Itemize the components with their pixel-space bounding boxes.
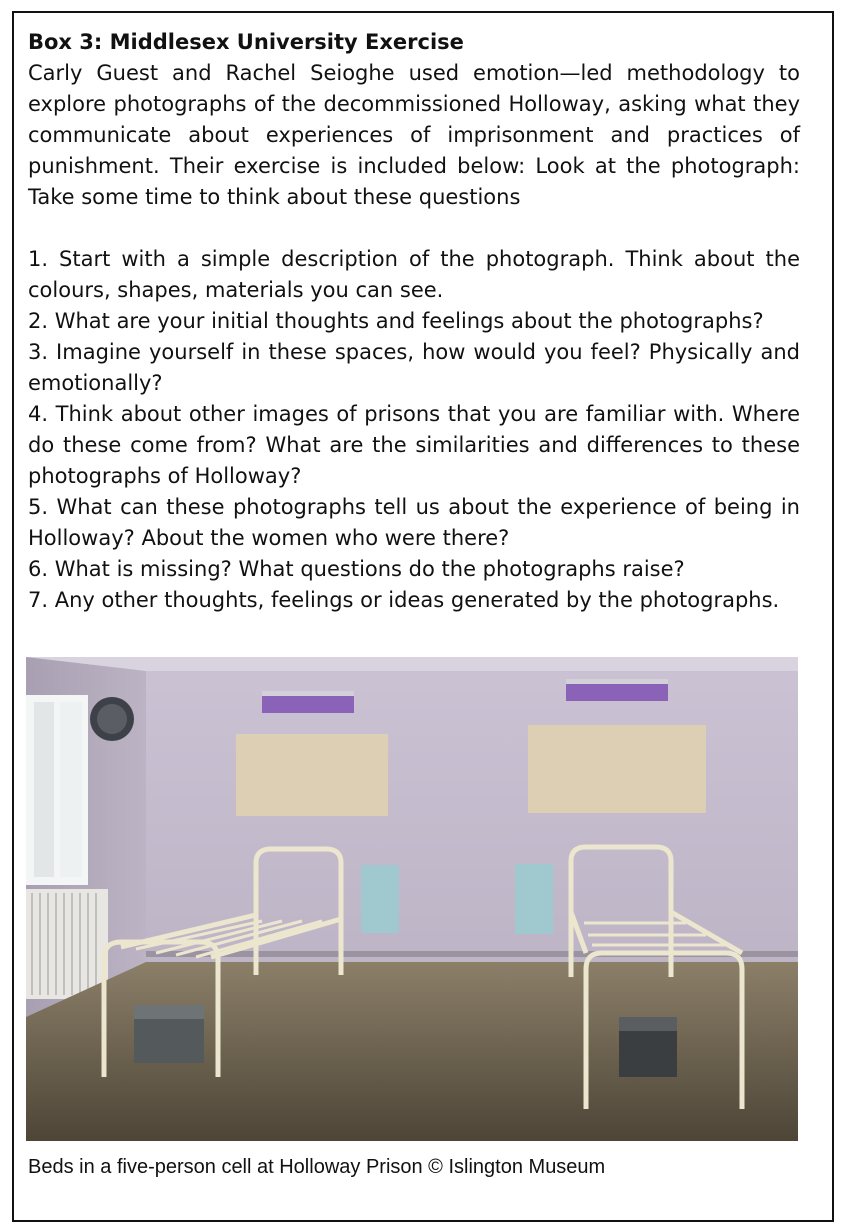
prison-cell-photo	[26, 657, 798, 1141]
question-5: 5. What can these photographs tell us about the experience of being in Holloway? About the women who were there?	[28, 495, 800, 550]
intro-paragraph: Carly Guest and Rachel Seioghe used emotion—led methodology to explore photographs of the decommissioned Holloway, asking what they communicate about experiences of imprisonment and practices of punishment. Their exercise is included below: Look at the photograph: Take some time to think about these questions	[28, 61, 800, 209]
question-2: 2. What are your initial thoughts and feelings about the photographs?	[28, 309, 764, 333]
question-4: 4. Think about other images of prisons that you are familiar with. Where do these come from? What are the similarities and differences to these photographs of Holloway?	[28, 402, 800, 488]
box-content	[28, 27, 800, 616]
question-7: 7. Any other thoughts, feelings or ideas generated by the photographs.	[28, 588, 780, 612]
question-6: 6. What is missing? What questions do the photographs raise?	[28, 557, 685, 581]
box-title: Box 3: Middlesex University Exercise	[28, 30, 464, 54]
photo-caption: Beds in a five-person cell at Holloway Prison © Islington Museum	[28, 1156, 606, 1178]
question-1: 1. Start with a simple description of the photograph. Think about the colours, shapes, materials you can see.	[28, 247, 800, 302]
question-3: 3. Imagine yourself in these spaces, how would you feel? Physically and emotionally?	[28, 340, 800, 395]
